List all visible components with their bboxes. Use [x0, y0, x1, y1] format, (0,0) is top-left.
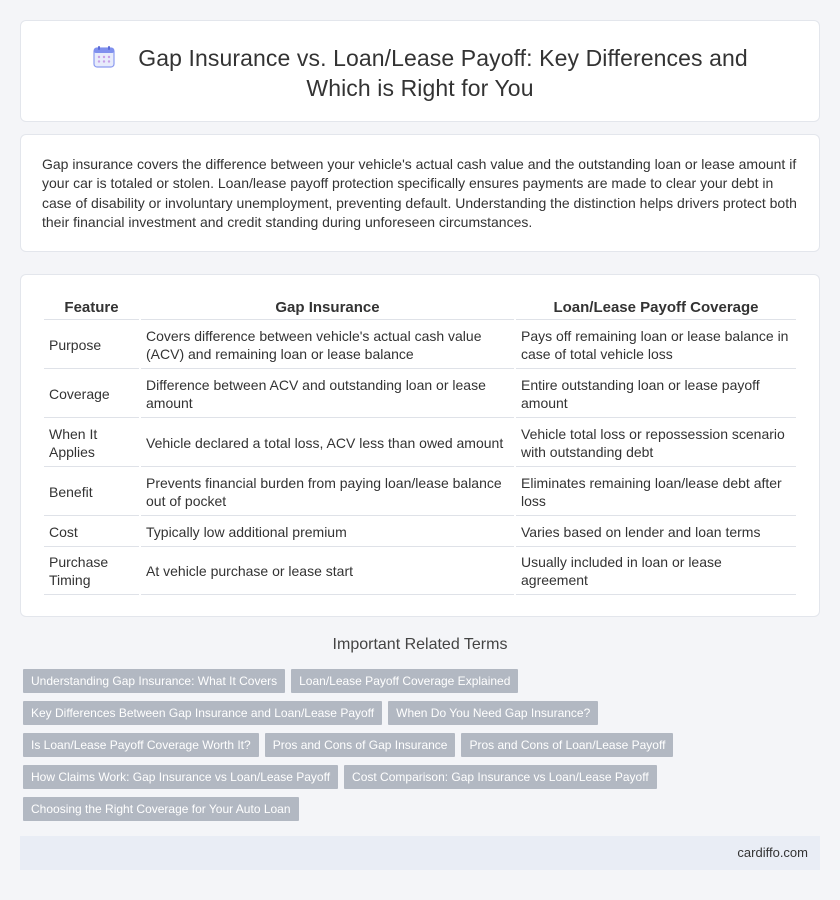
table-row [44, 466, 796, 515]
table-row [44, 515, 796, 546]
feature-cell: Coverage [44, 368, 139, 417]
gap-insurance-cell: Prevents financial burden from paying loan/lease balance out of pocket [141, 466, 514, 515]
related-term-tag[interactable]: Pros and Cons of Gap Insurance [265, 733, 456, 757]
gap-insurance-cell: At vehicle purchase or lease start [141, 546, 514, 595]
related-terms-list [23, 669, 803, 829]
gap-insurance-cell: Typically low additional premium [141, 515, 514, 546]
gap-insurance-cell: Difference between ACV and outstanding loan or lease amount [141, 368, 514, 417]
comparison-table [42, 293, 798, 595]
related-term-tag[interactable]: Cost Comparison: Gap Insurance vs Loan/Lease Payoff [344, 765, 657, 789]
intro-paragraph: Gap insurance covers the difference between your vehicle's actual cash value and the outstanding loan or lease amount if your car is totaled or stolen. Loan/lease payoff protection specifically ensures payments are made to clear your debt in case of disability or involuntary unemployment, preventing default. Understanding the distinction helps drivers protect both their financial investment and credit standing during unforeseen circumstances. [42, 156, 797, 231]
related-term-tag[interactable]: When Do You Need Gap Insurance? [388, 701, 598, 725]
feature-cell: When It Applies [44, 417, 139, 466]
related-term-tag[interactable]: Loan/Lease Payoff Coverage Explained [291, 669, 518, 693]
page-title-text: Gap Insurance vs. Loan/Lease Payoff: Key Differences and Which is Right for You [138, 45, 748, 101]
loan-lease-payoff-cell: Eliminates remaining loan/lease debt after loss [516, 466, 796, 515]
header-card [20, 20, 820, 122]
table-row [44, 417, 796, 466]
related-term-tag[interactable]: Pros and Cons of Loan/Lease Payoff [461, 733, 673, 757]
related-terms-heading: Important Related Terms [332, 636, 508, 653]
gap-insurance-cell: Vehicle declared a total loss, ACV less than owed amount [141, 417, 514, 466]
feature-cell: Purpose [44, 319, 139, 368]
column-header-loan-lease-payoff: Loan/Lease Payoff Coverage [553, 299, 759, 316]
related-term-tag[interactable]: Key Differences Between Gap Insurance and Loan/Lease Payoff [23, 701, 382, 725]
title-wrap [21, 43, 819, 103]
table-row [44, 368, 796, 417]
feature-cell: Cost [44, 515, 139, 546]
feature-cell: Purchase Timing [44, 546, 139, 595]
table-header-row [44, 293, 796, 319]
related-term-tag[interactable]: Is Loan/Lease Payoff Coverage Worth It? [23, 733, 259, 757]
loan-lease-payoff-cell: Pays off remaining loan or lease balance in case of total vehicle loss [516, 319, 796, 368]
footer-site-link[interactable]: cardiffo.com [737, 845, 808, 860]
intro-card [20, 134, 820, 252]
loan-lease-payoff-cell: Vehicle total loss or repossession scenario with outstanding debt [516, 417, 796, 466]
table-row [44, 319, 796, 368]
column-header-feature: Feature [64, 299, 119, 316]
table-row [44, 546, 796, 595]
feature-cell: Benefit [44, 466, 139, 515]
related-term-tag[interactable]: Choosing the Right Coverage for Your Auto Loan [23, 797, 299, 821]
loan-lease-payoff-cell: Varies based on lender and loan terms [516, 515, 796, 546]
comparison-table-card [20, 274, 820, 617]
page-title [61, 43, 779, 103]
loan-lease-payoff-cell: Entire outstanding loan or lease payoff amount [516, 368, 796, 417]
gap-insurance-cell: Covers difference between vehicle's actual cash value (ACV) and remaining loan or lease balance [141, 319, 514, 368]
column-header-gap-insurance: Gap Insurance [275, 299, 380, 316]
related-term-tag[interactable]: How Claims Work: Gap Insurance vs Loan/Lease Payoff [23, 765, 338, 789]
footer [20, 836, 820, 870]
calendar-icon [92, 45, 116, 69]
loan-lease-payoff-cell: Usually included in loan or lease agreement [516, 546, 796, 595]
related-term-tag[interactable]: Understanding Gap Insurance: What It Covers [23, 669, 285, 693]
